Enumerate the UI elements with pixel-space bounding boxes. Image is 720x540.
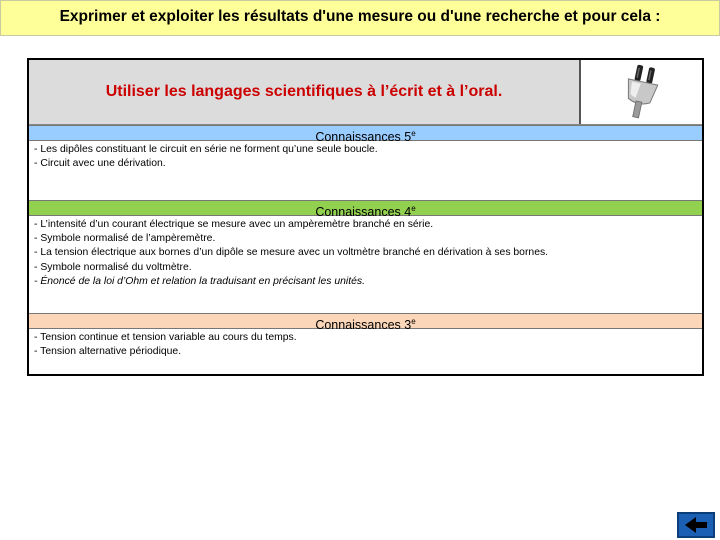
section-label-3e: Connaissances 3 [315,318,412,333]
electric-plug-icon [581,60,702,124]
list-item: - Symbole normalisé du voltmètre. [34,261,192,273]
list-item: - Tension alternative périodique. [34,346,182,358]
section-header-5e [29,125,702,145]
section-sup-3e: e [411,317,416,326]
list-item: - Tension continue et tension variable au cours du temps. [34,332,297,343]
list-item: - Les dipôles constituant le circuit en série ne forment qu’une seule boucle. [34,144,378,155]
section-label-5e: Connaissances 5 [315,130,412,145]
section-header-4e [29,200,702,220]
section-header-3e [29,313,702,333]
list-item: - L’intensité d’un courant électrique se mesure avec un ampèremètre branché en série. [34,219,434,230]
list-item: - Énoncé de la loi d’Ohm et relation la traduisant en précisant les unités. [34,275,365,287]
page-title: Exprimer et exploiter les résultats d'une mesure ou d'une recherche et pour cela : [59,8,661,25]
back-button[interactable] [677,512,715,538]
content-panel [27,58,704,376]
header-title: Utiliser les langages scientifiques à l’écrit et à l’oral. [105,83,503,100]
section-items-3e [34,331,694,359]
section-sup-5e: e [411,129,416,138]
section-items-4e [34,218,694,289]
section-sup-4e: e [411,204,416,213]
list-item: - La tension électrique aux bornes d’un dipôle se mesure avec un voltmètre branché en dérivation à ses bornes. [34,247,549,259]
list-item: - Circuit avec une dérivation. [34,158,166,170]
list-item: - Symbole normalisé de l’ampèremètre. [34,233,216,245]
top-banner [0,0,720,36]
section-items-5e [34,143,694,171]
header-title-box [29,60,581,124]
back-arrow-icon [681,515,711,535]
section-label-4e: Connaissances 4 [315,205,412,220]
panel-header [29,60,702,125]
